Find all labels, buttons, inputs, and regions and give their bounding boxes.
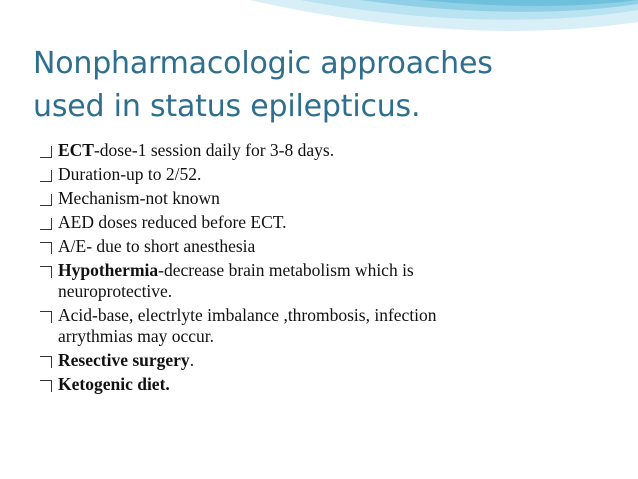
bullet-continuation: neuroprotective.: [58, 281, 173, 301]
title-line-2: used in status epilepticus.: [33, 89, 421, 124]
bullet-text: Acid-base, electrlyte imbalance ,thrombosis, infection: [58, 305, 437, 325]
bullet-item: [38, 164, 628, 185]
bullet-item: [38, 260, 628, 302]
bracket-bottom-icon: [40, 170, 52, 182]
bullet-continuation: arrythmias may occur.: [58, 326, 214, 346]
bracket-bottom-icon: [40, 218, 52, 230]
bullet-item: [38, 212, 628, 233]
bullet-item: [38, 305, 628, 347]
bracket-top-icon: [40, 356, 52, 368]
bullet-item: [38, 236, 628, 257]
bullet-list: [38, 140, 628, 398]
bullet-text: Mechanism-not known: [58, 188, 220, 208]
bullet-bold-text: ECT: [58, 140, 94, 160]
bracket-bottom-icon: [40, 146, 52, 158]
bullet-item: [38, 350, 628, 371]
bullet-text: Duration-up to 2/52.: [58, 164, 202, 184]
bullet-item: [38, 188, 628, 209]
slide-title: [33, 42, 623, 128]
bullet-item: [38, 140, 628, 161]
bullet-text: A/E- due to short anesthesia: [58, 236, 256, 256]
bullet-text: .: [189, 350, 195, 370]
bullet-text: AED doses reduced before ECT.: [58, 212, 287, 232]
bracket-top-icon: [40, 380, 52, 392]
bullet-text: -decrease brain metabolism which is: [158, 260, 414, 280]
bracket-top-icon: [40, 311, 52, 323]
bullet-text: -dose-1 session daily for 3-8 days.: [93, 140, 335, 160]
bracket-top-icon: [40, 242, 52, 254]
bullet-bold-text: Hypothermia: [58, 260, 159, 280]
bullet-bold-text: Resective surgery: [58, 350, 190, 370]
bracket-top-icon: [40, 266, 52, 278]
title-line-1: Nonpharmacologic approaches: [33, 46, 493, 81]
bullet-item: [38, 374, 628, 395]
bracket-bottom-icon: [40, 194, 52, 206]
bullet-bold-text: Ketogenic diet.: [58, 374, 170, 394]
